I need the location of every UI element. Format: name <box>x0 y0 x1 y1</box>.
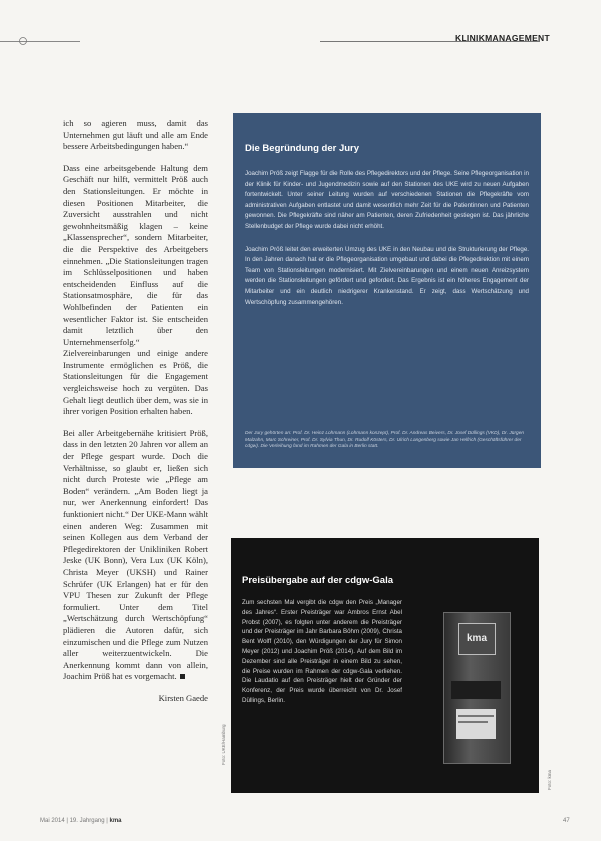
photo-credit-right: Foto: kma <box>547 769 552 790</box>
award-trophy-image <box>443 612 511 764</box>
award-label-line <box>458 721 488 723</box>
page-number: 47 <box>563 818 570 824</box>
jury-paragraph: Joachim Pröß leitet den erweiterten Umzug des UKE in den Neubau und die Strukturierung der Pflege. In den Jahren danach hat er die Pflegeorganisation umgebaut und dabei die Pflegedirektion mit einem Team von Stationsleitungen modernisiert. Mit Zielvereinbarungen und einem neuen Anreizsystem werden die Stationsleitungen gefördert und gefordert. Das Ergebnis ist ein höheres Engagement der Mitarbeiter und ein deutlich niedrigerer Krankenstand. Er zeigt, dass Wertschätzung und Wertschöpfung zusammengehören. <box>245 245 529 306</box>
article-paragraph: Dass eine arbeitsgebende Haltung dem Geschäft nur hilft, vermittelt Pröß auch den Stationsleitungen. Er möchte in diesen Positionen Mitarbeiter, die Zuversicht ausstrahlen und nicht gewohnheitsmäßig klagen – keine „Klassensprecher“, sondern Mitarbeiter, die die Perspektive des Arbeitgebers einnehmen. „Die Stationsleitungen tragen im Schlüsselpositionen und haben entscheidenden Einfluss auf die Stationsatmosphäre, die für das Wohlbefinden der Patienten ein wesentlicher Faktor ist. Sie entscheiden damit letztlich über den Unternehmenserfolg.“ Zielvereinbarungen und einige andere Instrumente ermöglichen es Pröß, die Stationsleitungen für die Engagement vergleichsweise hoch zu vergüten. Das Gehalt liegt deutlich über dem, was sie in ihrer vorigen Position erhalten haben. <box>63 162 208 417</box>
gala-box-title: Preisübergabe auf der cdgw-Gala <box>242 575 393 586</box>
footer-issue-text: Mai 2014 | 19. Jahrgang | <box>40 818 108 824</box>
photo-credit-left: Foto: UKE/Hamburg <box>221 724 226 765</box>
footer-issue-info <box>40 818 122 824</box>
crop-mark-icon <box>18 36 28 46</box>
gala-box-text: Zum sechsten Mal vergibt die cdgw den Preis „Manager des Jahres“. Erster Preisträger war Ambros Ernst Abel Probst (2007), es folgten unter anderem die Preisträger und der Preisträger im Jahr Barbara Böhm (2009), Christa Bent Wolff (2010), den Würdigungen der Jury für Simon Meyer (2012) und Joachim Pröß (2014). Auf dem Bild im Dezember sind alle Preisträger in einem Bild zu sehen, die Preise wurden im Rahmen der cdgw-Gala verliehen. Die Laudatio auf den Preisträger hielt der Gründer der Konferenz, der Preis wurde überreicht von Dr. Josef Düllings, Berlin. <box>242 599 402 704</box>
end-mark-icon <box>180 674 185 679</box>
jury-box-title: Die Begründung der Jury <box>245 143 360 154</box>
gala-info-box <box>231 538 539 793</box>
award-label <box>456 709 496 739</box>
section-title: KLINIKMANAGEMENT <box>455 33 550 43</box>
award-label-line <box>458 715 494 717</box>
award-logo: kma <box>458 623 496 655</box>
award-plate <box>451 681 501 699</box>
jury-paragraph: Joachim Pröß zeigt Flagge für die Rolle des Pflegedirektors und der Pflege. Seine Pflegeorganisation in der Klinik für Kinder- und Jugendmedizin sowie auf den Stationen des UKE wird zu neuen Aufgaben fortentwickelt. Unter seiner Leitung wurden auf verschiedenen Stationen die Pflegekräfte vom administrativen Aufgaben entlastet und damit wesentlich mehr Zeit für die Patientinnen und Patienten gewonnen. Die Pflegekräfte sind näher am Patienten, deren Zufriedenheit gestiegen ist. Das jährliche Stellenbudget der Pflege wurde dabei nicht erhöht. <box>245 170 529 230</box>
article-author: Kirsten Gaede <box>158 692 208 703</box>
article-left-column <box>63 118 208 705</box>
article-paragraph: Bei aller Arbeitgebernähe kritisiert Pröß, dass in den letzten 20 Jahren vor allem an der Pflege gespart wurde. Doch die Verhältnisse, so glaubt er, ließen sich nicht durch Proteste wie „Pflege am Boden“ verändern. „Am Boden liegt ja nur, wer Anerkennung einfordert! Das funktioniert nicht.“ Der UKE-Mann wählt einen anderen Weg: Zusammen mit seinen Kollegen aus dem Verband der Pflegedirektoren der Unikliniken Robert Jeske (UK Bonn), Vera Lux (UK Köln), Christa Meyer (UKSH) und Rainer Schrüfer (UK Erlangen) hat er für den VPU Thesen zur Zukunft der Pflege formuliert. Unter dem Titel „Wertschätzung durch Wertschöpfung“ plädieren die Autoren dafür, sich einzumischen und die Pflege zum Nutzen aller weiterzuentwickeln. Die Anerkennung kommt dann von allein, Joachim Pröß hat es vorgemacht. <box>63 427 208 682</box>
header-rule-left <box>0 41 80 42</box>
footer-brand: kma <box>109 818 122 824</box>
jury-footnote: Der Jury gehörten an: Prof. Dr. Heinz Lohmann (Lohmann konzept), Prof. Dr. Andreas Beivers, Dr. Josef Düllings (VKD), Dr. Jürgen Malzahn, Marc Schreiner, Prof. Dr. Sylvia Thun, Dr. Rudolf Kösters, Dr. Ulrich Langenberg sowie Jan Helfrich (Geschäftsführer der cdgw). Die Verleihung fand im Rahmen der Gala in Berlin statt. <box>245 431 525 450</box>
article-paragraph: ich so agieren muss, damit das Unternehmen gut läuft und alle am Ende bessere Arbeitsbedingungen haben.“ <box>63 118 208 152</box>
jury-box-text <box>245 169 529 320</box>
jury-statement-box <box>233 113 541 468</box>
